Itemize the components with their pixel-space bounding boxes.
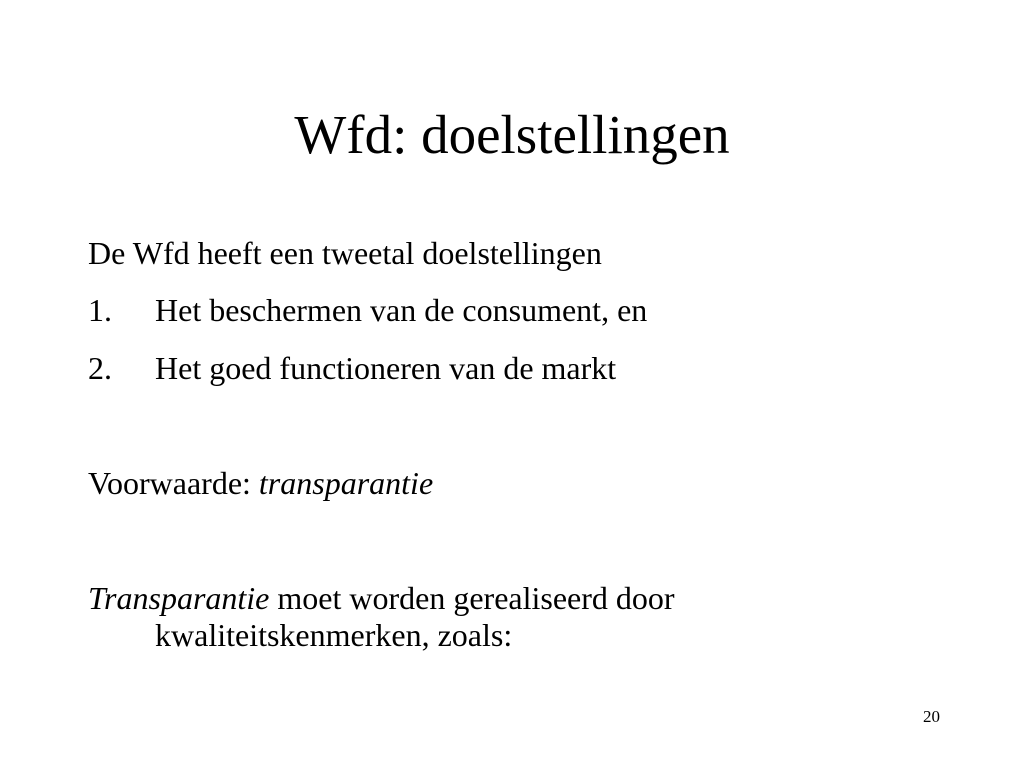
condition-line xyxy=(88,465,948,502)
realization-text: moet worden gerealiseerd door kwaliteitskenmerken, zoals: xyxy=(155,580,675,653)
list-text: Het beschermen van de consument, en xyxy=(155,292,648,328)
condition-label: Voorwaarde: xyxy=(88,465,259,501)
page-number: 20 xyxy=(923,707,940,726)
condition-term: transparantie xyxy=(258,465,434,501)
list-number: 2. xyxy=(88,350,112,386)
list-text: Het goed functioneren van de markt xyxy=(155,350,617,386)
realization-line xyxy=(88,580,915,654)
realization-term: Transparantie xyxy=(88,580,270,616)
list-number: 1. xyxy=(88,292,112,328)
slide-title: Wfd: doelstellingen xyxy=(294,104,730,165)
intro-text: De Wfd heeft een tweetal doelstellingen xyxy=(88,235,602,271)
